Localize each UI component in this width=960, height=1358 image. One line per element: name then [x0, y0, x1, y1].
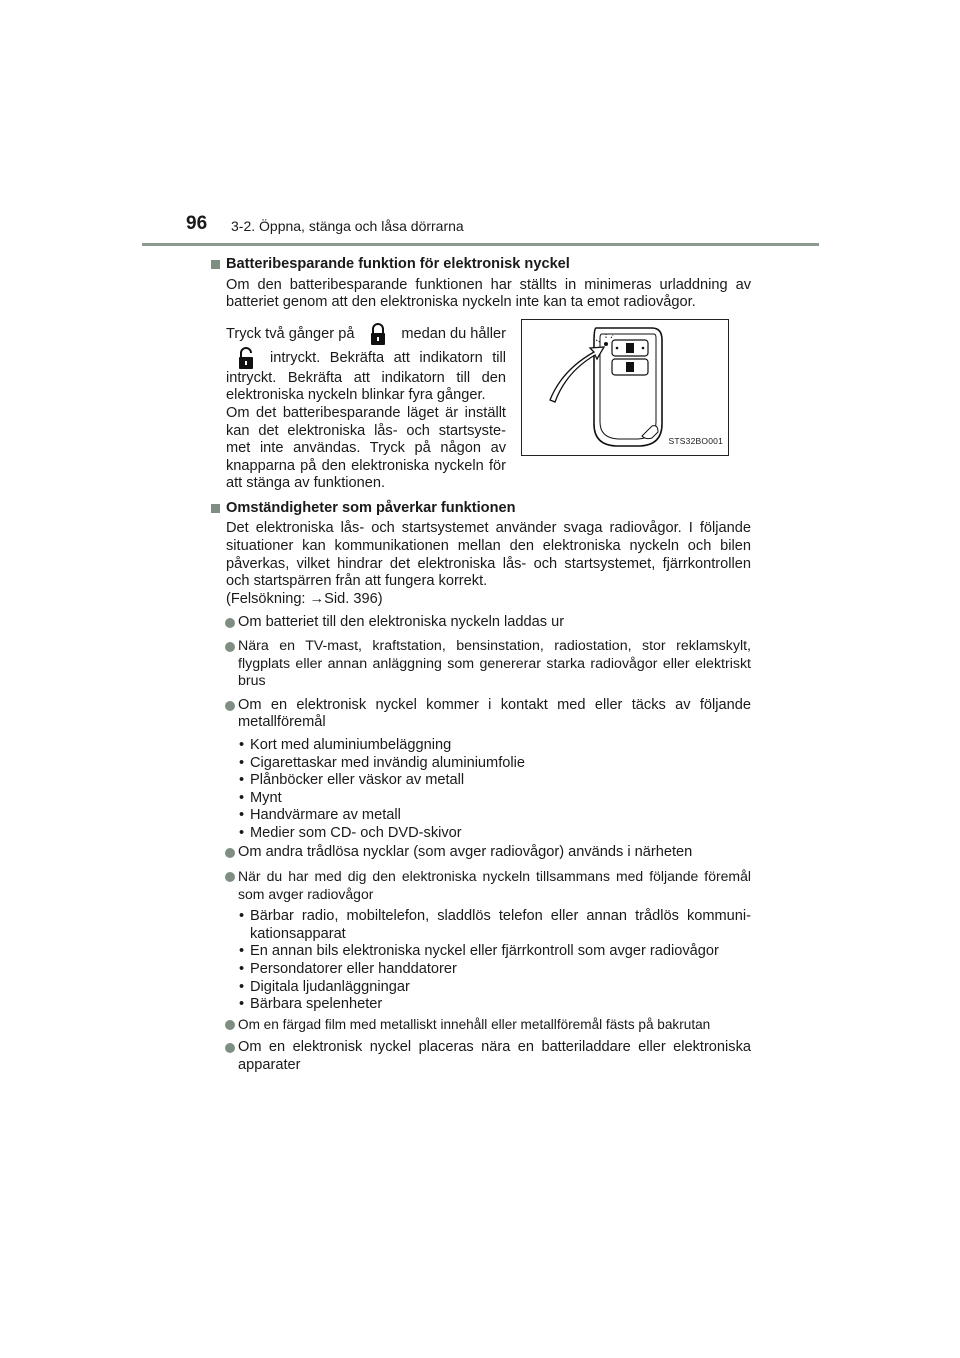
round-bullet-icon	[225, 642, 235, 652]
round-bullet-icon	[225, 701, 235, 711]
section-title: 3-2. Öppna, stänga och låsa dörrarna	[231, 218, 464, 234]
unlock-icon	[236, 346, 256, 372]
list-item: • Mynt	[239, 789, 282, 806]
square-bullet-icon	[211, 504, 220, 513]
instruction-part3: intryckt. Bekräfta att indikatorn till den elektroniska nyckeln blinkar fyra gånger.	[226, 369, 506, 404]
battery-instruction-block	[211, 322, 751, 498]
instruction-part1: Tryck två gånger på	[226, 325, 355, 342]
instruction-part2: medan du håller	[401, 325, 506, 342]
page-content	[211, 254, 751, 1075]
metal-items-list	[211, 737, 751, 843]
battery-heading: Batteribesparande funktion för elektronisk nyckel	[211, 256, 751, 274]
condition-bullet: Om en elektronisk nyckel placeras nära en batteriladdare eller elektroniska apparater	[211, 1039, 751, 1074]
condition-bullet: Om en färgad film med metalliskt innehåll eller metallföremål fästs på bakrutan	[211, 1016, 751, 1034]
list-item: • En annan bils elektroniska nyckel eller fjärrkontroll som avger radiovågor	[239, 943, 719, 960]
radio-items-list	[211, 908, 751, 1014]
condition-bullet: Om batteriet till den elektroniska nyckeln laddas ur	[211, 614, 751, 632]
list-item: • Bärbara spelenheter	[239, 996, 383, 1013]
condition-bullet: Om en elektronisk nyckel kommer i kontakt med eller täcks av följande metallföremål	[211, 697, 751, 732]
list-item: • Plånböcker eller väskor av metall	[239, 772, 465, 789]
figure-code: STS32BO001	[668, 436, 723, 447]
condition-bullet: När du har med dig den elektroniska nyckeln tillsammans med följande föremål som avger radiovågor	[211, 868, 751, 903]
round-bullet-icon	[225, 872, 235, 882]
round-bullet-icon	[225, 1020, 235, 1030]
lock-icon	[368, 322, 388, 348]
list-item: • Kort med aluminiumbeläggning	[239, 736, 452, 753]
square-bullet-icon	[211, 260, 220, 269]
key-figure	[521, 319, 729, 456]
troubleshoot-ref: (Felsökning: →Sid. 396)	[226, 590, 383, 607]
list-item: • Medier som CD- och DVD-skivor	[239, 824, 462, 841]
list-item: • Handvärmare av metall	[239, 807, 401, 824]
battery-instruction-text: Tryck två gånger på medan du håller intryckt. Bekräfta att indikatorn till intryckt. Bekräfta att indikatorn till den elektroniska nyckeln blinkar fyra gånger. Om det batteribesparande läget är inställt kan det elektroniska lås- och startsyste-met inte användas. Tryck på någon av knapparna på den elektroniska nyckeln för att stänga av funktionen.	[226, 322, 506, 493]
round-bullet-icon	[225, 848, 235, 858]
conditions-intro: Det elektroniska lås- och startsystemet använder svaga radiovågor. I följande situationer kan kommunikationen mellan den elektroniska nyckeln och bilen påverkas, vilket hindrar det elektroniska lås- och startsystemet, fjärrkontrollen och startspärren från att fungera korrekt.	[226, 520, 751, 590]
instruction-part4: Om det batteribesparande läget är inställt kan det elektroniska lås- och startsyste-met inte användas. Tryck på någon av knapparna på den elektroniska nyckeln för att stänga av funktionen.	[226, 404, 506, 492]
list-item: • Bärbar radio, mobiltelefon, sladdlös telefon eller annan trådlös kommuni-kationsapparat	[239, 908, 751, 942]
condition-bullet: Om andra trådlösa nycklar (som avger radiovågor) används i närheten	[211, 844, 751, 862]
list-item: • Persondatorer eller handdatorer	[239, 961, 457, 978]
list-item: • Digitala ljudanläggningar	[239, 978, 410, 995]
round-bullet-icon	[225, 618, 235, 628]
battery-intro: Om den batteribesparande funktionen har ställts in minimeras urladdning av batteriet genom att den elektroniska nyckeln inte kan ta emot radiovågor.	[226, 276, 751, 311]
round-bullet-icon	[225, 1043, 235, 1053]
list-item: • Cigarettaskar med invändig aluminiumfolie	[239, 754, 525, 771]
page-number: 96	[186, 213, 208, 234]
header-divider	[142, 243, 819, 246]
conditions-heading: Omständigheter som påverkar funktionen	[211, 500, 751, 518]
condition-bullet: Nära en TV-mast, kraftstation, bensinstation, radiostation, stor reklamskylt, flygplats eller annan anläggning som genererar starka radiovågor eller elektriskt brus	[211, 638, 751, 691]
